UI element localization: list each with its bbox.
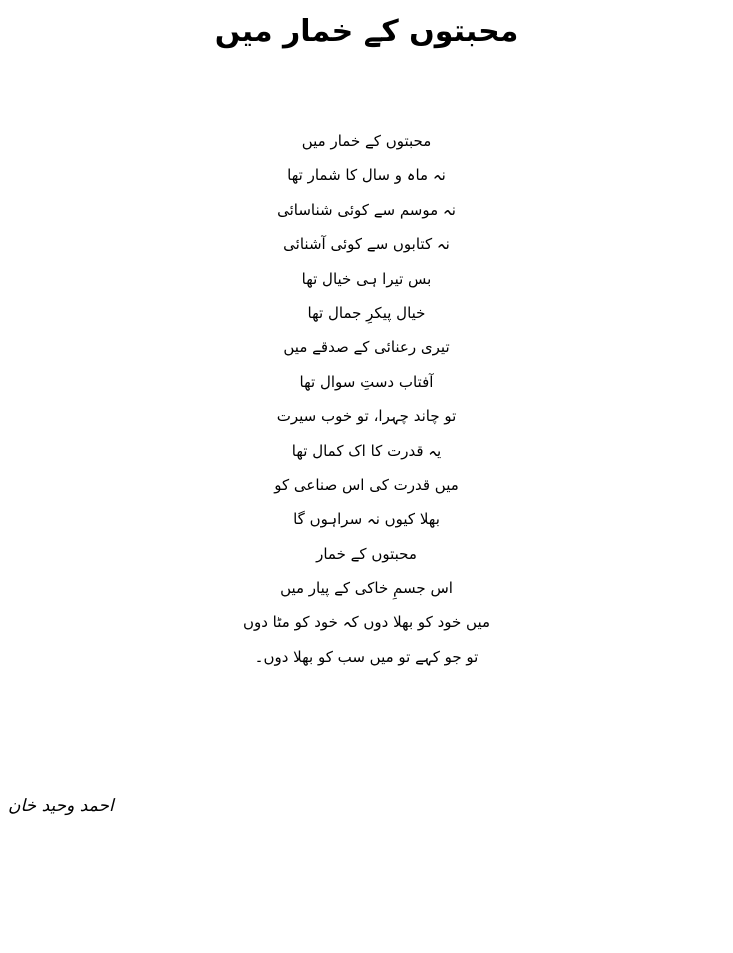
author-signature: احمد وحید خان <box>8 796 114 816</box>
verse-line: تیری رعنائی کے صدقے میں <box>283 338 450 357</box>
poem-verses <box>0 124 733 674</box>
verse-line: بھلا کیوں نہ سراہوں گا <box>293 510 440 529</box>
verse-line: میں قدرت کی اس صناعی کو <box>274 475 459 494</box>
verse-line: تو چاند چہرا، تو خوب سیرت <box>276 407 457 426</box>
verse-line: نہ ماہ و سال کا شمار تھا <box>287 166 446 185</box>
verse-line: میں خود کو بھلا دوں کہ خود کو مٹا دوں <box>242 613 491 632</box>
verse-line: آفتاب دستِ سوال تھا <box>299 372 434 391</box>
verse-line: محبتوں کے خمار <box>316 544 417 563</box>
verse-line: خیال پیکرِ جمال تھا <box>307 303 426 322</box>
verse-line: اس جسمِ خاکی کے پیار میں <box>280 579 453 598</box>
verse-line: محبتوں کے خمار میں <box>301 132 432 150</box>
verse-line: بس تیرا ہی خیال تھا <box>301 269 432 288</box>
poem-title: محبتوں کے خمار میں <box>214 14 519 49</box>
verse-line: یہ قدرت کا اک کمال تھا <box>291 441 442 460</box>
verse-line: تو جو کہے تو میں سب کو بھلا دوں۔ <box>254 647 479 666</box>
verse-line: نہ موسم سے کوئی شناسائی <box>277 200 456 219</box>
verse-line: نہ کتابوں سے کوئی آشنائی <box>283 235 450 254</box>
